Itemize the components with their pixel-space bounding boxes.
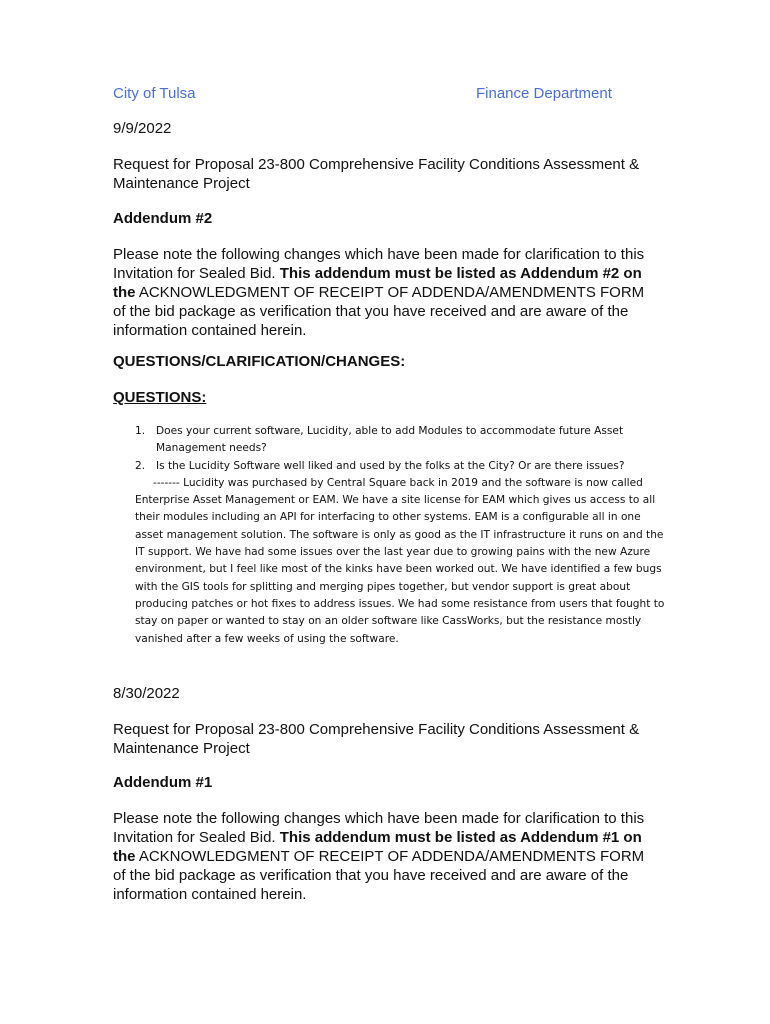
addendum1-rfp-title: Request for Proposal 23-800 Comprehensive Facility Conditions Assessment & Maintenance Project — [113, 721, 640, 757]
addendum1-date: 8/30/2022 — [113, 685, 180, 702]
addendum1-intro-bold: This addendum must be listed as Addendum #1 on the — [113, 829, 642, 865]
question-number: 2. — [135, 459, 146, 472]
addendum2-rfp-title: Request for Proposal 23-800 Comprehensive Facility Conditions Assessment & Maintenance Project — [113, 156, 640, 192]
section-heading: QUESTIONS/CLARIFICATION/CHANGES: — [113, 353, 406, 370]
questions-list — [113, 423, 673, 648]
questions-heading: QUESTIONS: — [113, 389, 207, 406]
list-item — [113, 423, 673, 458]
addendum1-intro-rest: ACKNOWLEDGMENT OF RECEIPT OF ADDENDA/AMENDMENTS FORM of the bid package as verification that you have received and are aware of the information contained herein. — [113, 848, 645, 903]
addendum2-date: 9/9/2022 — [113, 120, 172, 137]
answer-text: ------- Lucidity was purchased by Central Square back in 2019 and the software is now called Enterprise Asset Management or EAM. We have a site license for EAM which gives us access to all their modules including an API for interfacing to other systems. EAM is a configurable all in one asset management solution. The software is only as good as the IT infrastructure it runs on and the IT support. We have had some issues over the last year due to growing pains with the new Azure environment, but I feel like most of the kinks have been worked out. We have identified a few bugs with the GIS tools for splitting and merging pipes together, but vendor support is great about producing patches or hot fixes to address issues. We had some resistance from users that fought to stay on paper or wanted to stay on an older software like CassWorks, but the resistance mostly vanished after a few weeks of using the software. — [135, 476, 665, 645]
question-text: Does your current software, Lucidity, able to add Modules to accommodate future Asset Management needs? — [156, 425, 624, 455]
question-number: 1. — [135, 425, 146, 437]
addendum1-intro-plain: Please note the following changes which have been made for clarification to this Invitation for Sealed Bid. — [113, 810, 645, 846]
addendum1-heading: Addendum #1 — [113, 774, 213, 791]
addendum2-intro-plain: Please note the following changes which have been made for clarification to this Invitation for Sealed Bid. — [113, 246, 645, 282]
addendum2-heading: Addendum #2 — [113, 210, 213, 227]
addendum2-intro-rest: ACKNOWLEDGMENT OF RECEIPT OF ADDENDA/AMENDMENTS FORM of the bid package as verification that you have received and are aware of the information contained herein. — [113, 284, 645, 339]
addendum1-intro — [113, 809, 658, 904]
addendum2-intro — [113, 245, 658, 340]
list-item — [113, 458, 673, 475]
header-department: Finance Department — [476, 85, 612, 102]
header-city: City of Tulsa — [113, 85, 196, 102]
addendum2-intro-bold: This addendum must be listed as Addendum #2 on the — [113, 265, 642, 301]
question-text: Is the Lucidity Software well liked and used by the folks at the City? Or are there issues? — [156, 459, 625, 472]
